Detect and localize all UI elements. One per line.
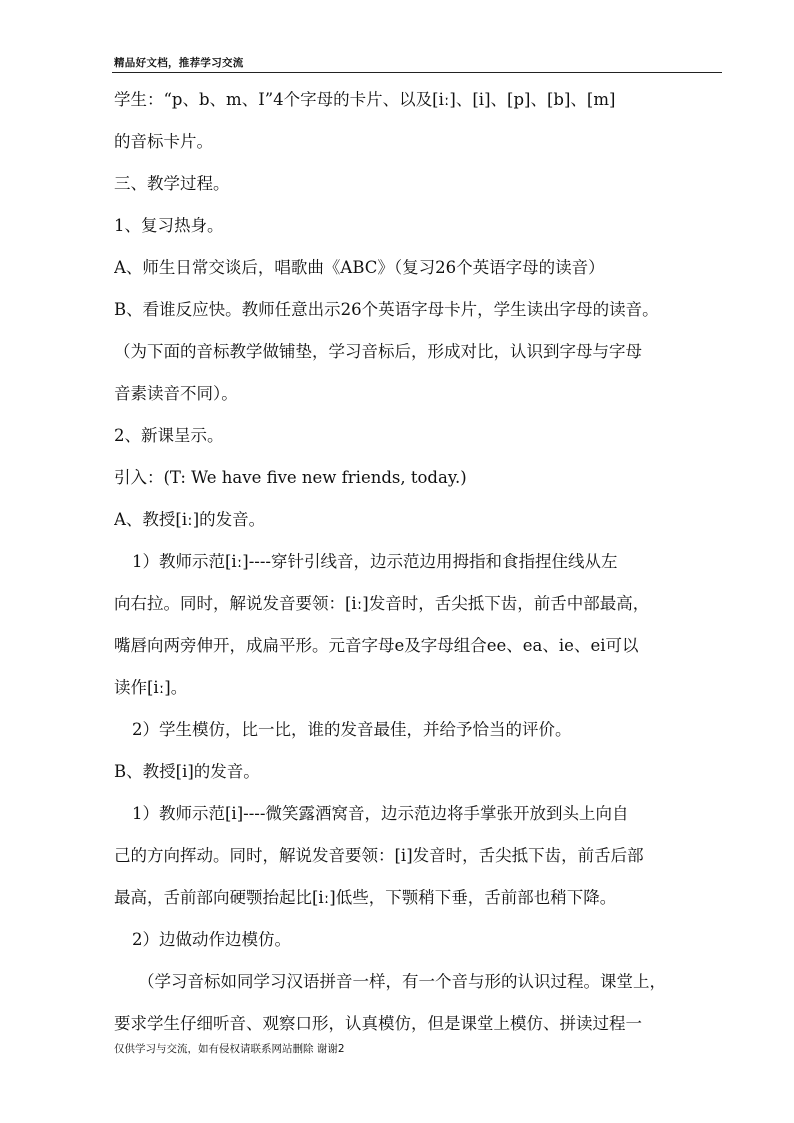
text-line: 的音标卡片。 — [114, 132, 213, 151]
text-line: 1）教师示范[iː]----穿针引线音，边示范边用拇指和食指捏住线从左 — [132, 552, 618, 571]
text-line: 音素读音不同）。 — [114, 384, 238, 403]
text-line: 2）学生模仿，比一比，谁的发音最佳，并给予恰当的评价。 — [132, 720, 572, 739]
section-heading: 三、教学过程。 — [114, 174, 230, 193]
text-line: 2）边做动作边模仿。 — [132, 930, 291, 949]
text-line: A、教授[iː]的发音。 — [114, 510, 266, 529]
text-line: （为下面的音标教学做铺垫，学习音标后，形成对比，认识到字母与字母 — [114, 342, 642, 361]
text-line: 己的方向挥动。同时，解说发音要领：[i]发音时，舌尖抵下齿，前舌后部 — [114, 846, 644, 865]
text-line: 向右拉。同时，解说发音要领：[iː]发音时，舌尖抵下齿，前舌中部最高， — [114, 594, 650, 613]
subsection-heading: 1、复习热身。 — [114, 216, 224, 235]
text-line: 学生：“p、b、m、I”4个字母的卡片、以及[iː]、[i]、[p]、[b]、[m] — [114, 90, 616, 109]
text-line: 嘴唇向两旁伸开，成扁平形。元音字母e及字母组合ee、ea、ie、ei可以 — [114, 636, 639, 655]
header-divider — [112, 72, 722, 73]
text-line: A、师生日常交谈后，唱歌曲《ABC》（复习26个英语字母的读音） — [114, 258, 605, 277]
text-line: 最高，舌前部向硬颚抬起比[iː]低些，下颚稍下垂，舌前部也稍下降。 — [114, 888, 617, 907]
text-line: B、看谁反应快。教师任意出示26个英语字母卡片，学生读出字母的读音。 — [114, 300, 659, 319]
text-line: （学习音标如同学习汉语拼音一样，有一个音与形的认识过程。课堂上， — [138, 972, 666, 991]
text-line: 1）教师示范[i]----微笑露酒窝音，边示范边将手掌张开放到头上向自 — [132, 804, 629, 823]
subsection-heading: 2、新课呈示。 — [114, 426, 224, 445]
page-footer: 仅供学习与交流，如有侵权请联系网站删除 谢谢2 — [114, 1043, 345, 1055]
text-line: 引入：(T: We have five new friends, today.) — [114, 468, 467, 487]
text-line: 要求学生仔细听音、观察口形，认真模仿，但是课堂上模仿、拼读过程一 — [114, 1014, 642, 1033]
document-body — [114, 86, 724, 1052]
text-line: B、教授[i]的发音。 — [114, 762, 260, 781]
page-header: 精品好文档，推荐学习交流 — [114, 57, 244, 69]
text-line: 读作[iː]。 — [114, 678, 188, 697]
